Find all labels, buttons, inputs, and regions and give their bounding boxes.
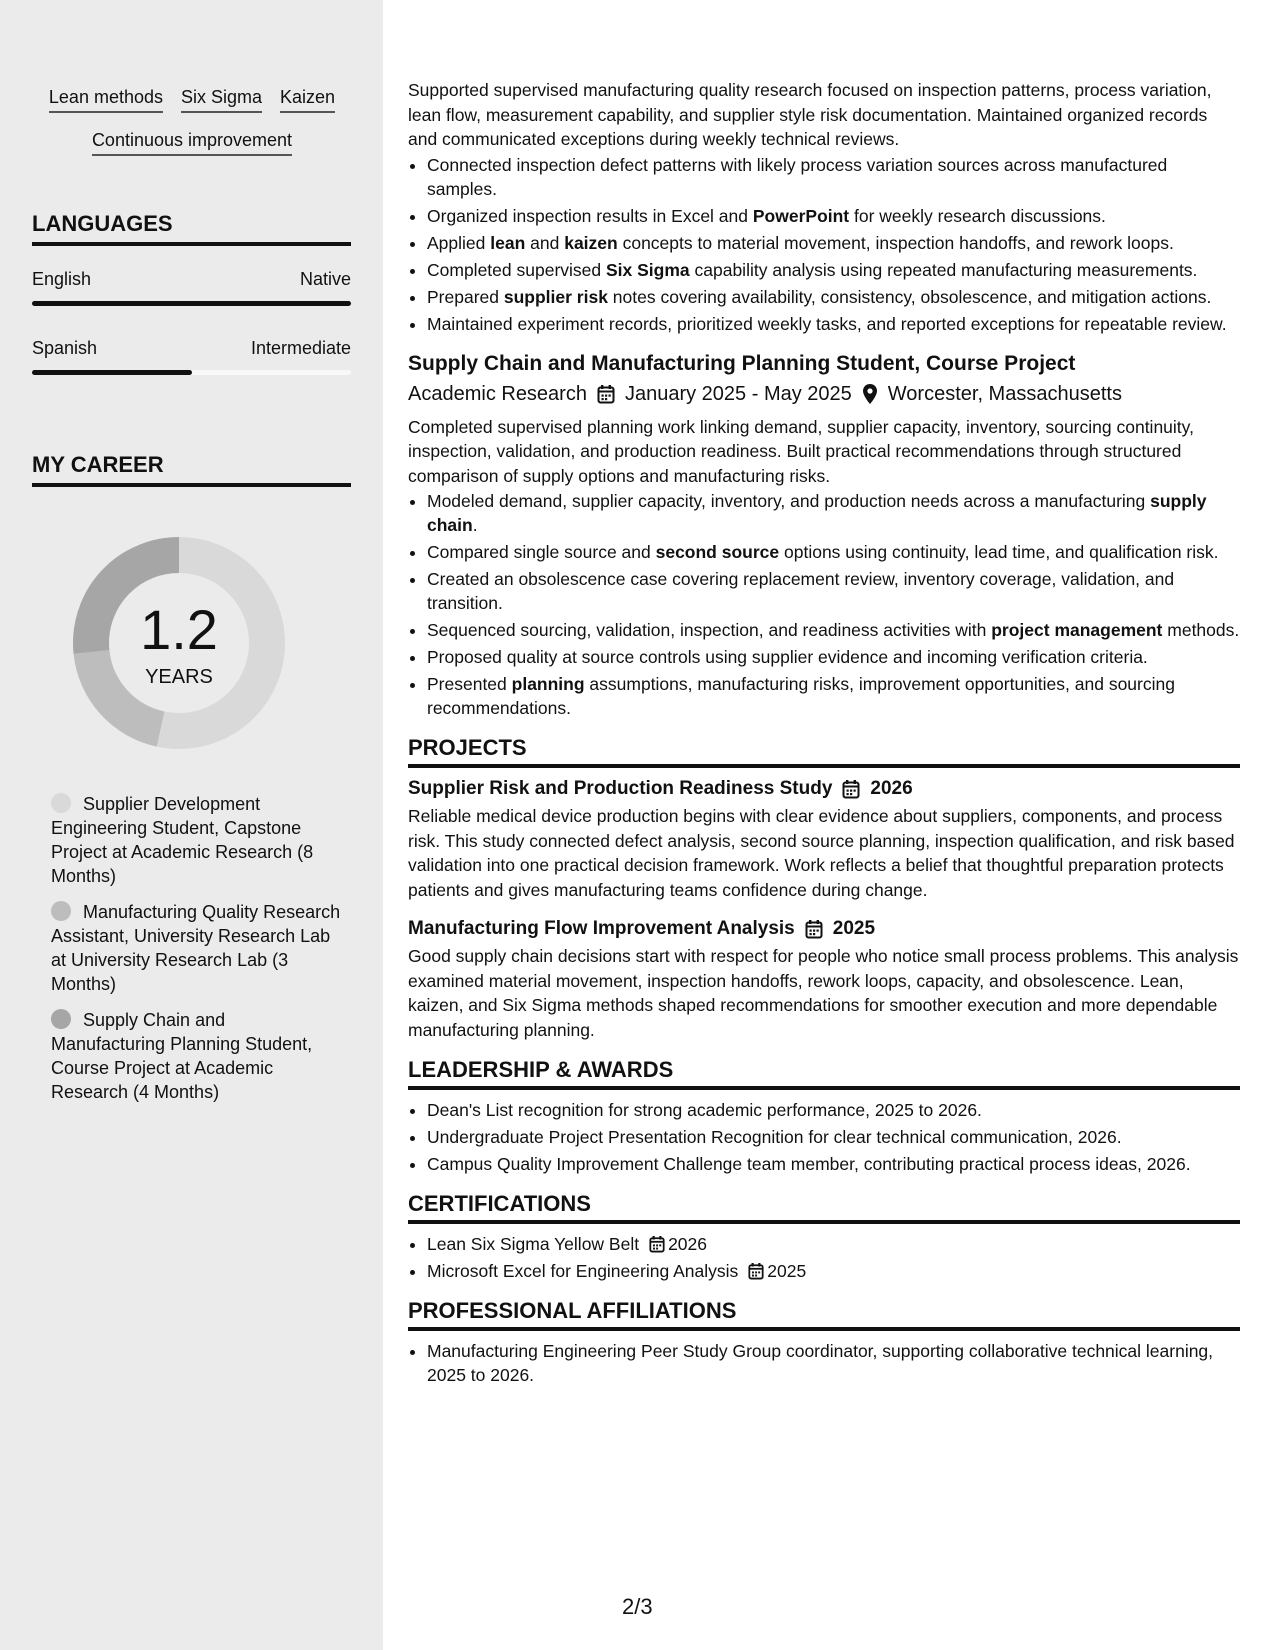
career-heading: MY CAREER [32,451,351,487]
leadership-item: • Dean's List recognition for strong academic performance, 2025 to 2026. [427,1098,1240,1122]
certification-year: 2026 [668,1234,708,1254]
project-title: Supplier Risk and Production Readiness Study [408,778,833,799]
language-spanish [32,337,351,375]
language-level: Intermediate [250,338,351,358]
calendar-icon [805,919,823,939]
bullet-item: • Maintained experiment records, prioritized weekly tasks, and reported exceptions for repeatable review. [427,312,1240,336]
sidebar [0,0,383,1650]
skill-tag: Kaizen [280,86,335,113]
bullet-item: • Compared single source and second source options using continuity, lead time, and qualification risk. [427,540,1240,564]
certification-item [427,1232,1240,1256]
location-pin-icon [862,383,878,405]
affiliations-heading: PROFESSIONAL AFFILIATIONS [408,1297,1240,1331]
calendar-icon [842,779,860,799]
career-legend-item [51,900,341,996]
bullet-item: • Connected inspection defect patterns with likely process variation sources across manufactured samples. [427,153,1240,201]
affiliations-list [408,1339,1240,1387]
language-english [32,268,351,306]
job-title: Supply Chain and Manufacturing Planning Student, Course Project [408,351,1076,375]
language-proficiency-fill [32,370,192,375]
career-legend-label: Manufacturing Quality Research Assistant, University Research Lab at University Research Lab (3 Months) [51,902,341,994]
career-legend-item [51,792,341,888]
skill-tag: Continuous improvement [92,129,292,156]
job-location: Worcester, Massachusetts [887,382,1122,405]
certification-year: 2025 [767,1261,807,1281]
language-proficiency-bar [32,370,351,375]
project-title: Manufacturing Flow Improvement Analysis [408,918,795,939]
leadership-item: • Undergraduate Project Presentation Recognition for clear technical communication, 2026. [427,1125,1240,1149]
experience-bullets [408,153,1240,336]
skills-row [32,129,352,156]
certification-item [427,1259,1240,1283]
language-level: Native [299,269,351,289]
bullet-item: • Created an obsolescence case covering replacement review, inventory coverage, validation, and transition. [427,567,1240,615]
certifications-heading: CERTIFICATIONS [408,1190,1240,1224]
bullet-item: • Organized inspection results in Excel and PowerPoint for weekly research discussions. [427,204,1240,228]
experience-summary: Completed supervised planning work linking demand, supplier capacity, inventory, sourcing continuity, inspection, validation, and production readiness. Built practical recommendations through structured comparison of supply options and manufacturing risks. [408,416,1194,486]
legend-dot [51,793,71,813]
leadership-item: • Campus Quality Improvement Challenge team member, contributing practical process ideas, 2026. [427,1152,1240,1176]
bullet-item: • Modeled demand, supplier capacity, inventory, and production needs across a manufacturing supply chain. [427,489,1240,537]
project-year: 2026 [870,778,913,799]
legend-dot [51,901,71,921]
calendar-icon [649,1235,665,1253]
bullet-item: • Applied lean and kaizen concepts to material movement, inspection handoffs, and rework loops. [427,231,1240,255]
career-total-unit: YEARS [145,666,213,688]
skill-tag: Six Sigma [181,86,262,113]
project-year: 2025 [832,918,876,939]
experience-bullets [408,489,1240,720]
language-name: English [32,269,92,289]
career-legend-label: Supplier Development Engineering Student, Capstone Project at Academic Research (8 Months) [51,794,314,886]
project-description: Reliable medical device production begins with clear evidence about suppliers, components, and process risk. This study connected defect analysis, second source planning, inspection qualification, and risk based validation into one practical decision framework. Work reflects a belief that thoughtful preparation protects patients and gives manufacturing teams confidence during change. [408,806,1235,900]
bullet-item: • Prepared supplier risk notes covering availability, consistency, obsolescence, and mitigation actions. [427,285,1240,309]
calendar-icon [748,1262,764,1280]
job-organization: Academic Research [408,382,587,405]
page-number: 2/3 [622,1594,653,1619]
leadership-heading: LEADERSHIP & AWARDS [408,1056,1240,1090]
project-item [408,776,1240,902]
project-description: Good supply chain decisions start with respect for people who notice small process problems. This analysis examined material movement, inspection handoffs, rework loops, capacity, and obsolescence. Lean, kaizen, and Six Sigma methods shaped recommendations for smoother execution and more dependable manufacturing planning. [408,946,1239,1040]
calendar-icon [597,384,615,404]
bullet-item: • Sequenced sourcing, validation, inspection, and readiness activities with project management methods. [427,618,1240,642]
skills-row [32,86,352,113]
bullet-item: • Presented planning assumptions, manufacturing risks, improvement opportunities, and sourcing recommendations. [427,672,1240,720]
career-total-value: 1.2 [140,598,218,661]
bullet-item: • Completed supervised Six Sigma capability analysis using repeated manufacturing measurements. [427,258,1240,282]
certifications-list [408,1232,1240,1283]
certification-name: Lean Six Sigma Yellow Belt [427,1234,640,1254]
skill-tag: Lean methods [49,86,163,113]
job-meta [408,381,1240,407]
language-proficiency-bar [32,301,351,306]
language-proficiency-fill [32,301,351,306]
experience-summary: Supported supervised manufacturing quality research focused on inspection patterns, process variation, lean flow, measurement capability, and supplier style risk documentation. Maintained organized records and communicated exceptions during weekly technical reviews. [408,80,1212,149]
career-legend-item [51,1008,341,1104]
main-content [408,78,1240,1390]
bullet-item: • Proposed quality at source controls using supplier evidence and incoming verification criteria. [427,645,1240,669]
career-legend-label: Supply Chain and Manufacturing Planning Student, Course Project at Academic Research (4 Months) [51,1010,313,1102]
job-dates: January 2025 - May 2025 [624,382,852,405]
legend-dot [51,1009,71,1029]
leadership-list [408,1098,1240,1176]
language-name: Spanish [32,338,98,358]
projects-heading: PROJECTS [408,734,1240,768]
certification-name: Microsoft Excel for Engineering Analysis [427,1261,739,1281]
affiliation-item: • Manufacturing Engineering Peer Study Group coordinator, supporting collaborative technical learning, 2025 to 2026. [427,1339,1240,1387]
skills-section [32,86,352,172]
career-legend [51,792,341,1116]
languages-heading: LANGUAGES [32,210,351,246]
project-item [408,916,1240,1042]
